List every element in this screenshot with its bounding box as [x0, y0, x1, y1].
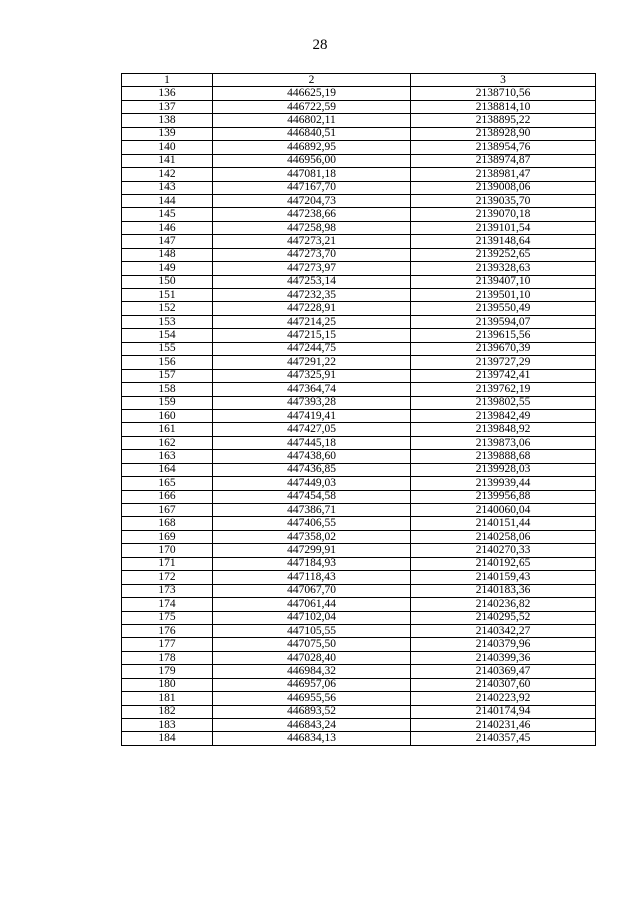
cell-point-number: 160 [122, 409, 213, 422]
cell-x-coordinate: 446955,56 [213, 692, 411, 705]
cell-y-coordinate: 2139670,39 [411, 342, 596, 355]
table-row [122, 275, 596, 288]
cell-point-number: 155 [122, 342, 213, 355]
cell-point-number: 164 [122, 463, 213, 476]
cell-y-coordinate: 2139070,18 [411, 208, 596, 221]
cell-point-number: 161 [122, 423, 213, 436]
cell-y-coordinate: 2139802,55 [411, 396, 596, 409]
column-header-y: 3 [411, 74, 596, 87]
cell-y-coordinate: 2140192,65 [411, 557, 596, 570]
cell-point-number: 142 [122, 168, 213, 181]
cell-point-number: 139 [122, 127, 213, 140]
cell-x-coordinate: 447244,75 [213, 342, 411, 355]
cell-y-coordinate: 2140159,43 [411, 571, 596, 584]
table-row [122, 181, 596, 194]
cell-y-coordinate: 2140399,36 [411, 651, 596, 664]
cell-point-number: 153 [122, 315, 213, 328]
cell-x-coordinate: 447438,60 [213, 450, 411, 463]
table-row [122, 692, 596, 705]
cell-y-coordinate: 2139727,29 [411, 356, 596, 369]
table-row [122, 87, 596, 100]
table-row [122, 289, 596, 302]
cell-y-coordinate: 2140231,46 [411, 719, 596, 732]
cell-y-coordinate: 2139035,70 [411, 194, 596, 207]
cell-x-coordinate: 447061,44 [213, 598, 411, 611]
cell-point-number: 156 [122, 356, 213, 369]
coordinates-table [121, 73, 596, 746]
cell-x-coordinate: 447167,70 [213, 181, 411, 194]
cell-point-number: 177 [122, 638, 213, 651]
table-row [122, 463, 596, 476]
cell-y-coordinate: 2139501,10 [411, 289, 596, 302]
cell-x-coordinate: 446957,06 [213, 678, 411, 691]
cell-y-coordinate: 2139252,65 [411, 248, 596, 261]
table-row [122, 369, 596, 382]
cell-y-coordinate: 2139008,06 [411, 181, 596, 194]
cell-point-number: 183 [122, 719, 213, 732]
table-row [122, 719, 596, 732]
table-row [122, 423, 596, 436]
cell-point-number: 158 [122, 383, 213, 396]
table-row [122, 342, 596, 355]
cell-x-coordinate: 447454,58 [213, 490, 411, 503]
table-row [122, 194, 596, 207]
table-row [122, 154, 596, 167]
table-row [122, 315, 596, 328]
cell-point-number: 175 [122, 611, 213, 624]
cell-x-coordinate: 447215,15 [213, 329, 411, 342]
cell-point-number: 178 [122, 651, 213, 664]
cell-x-coordinate: 447118,43 [213, 571, 411, 584]
cell-point-number: 140 [122, 141, 213, 154]
table-row [122, 221, 596, 234]
cell-point-number: 159 [122, 396, 213, 409]
cell-x-coordinate: 447184,93 [213, 557, 411, 570]
cell-point-number: 152 [122, 302, 213, 315]
cell-x-coordinate: 447081,18 [213, 168, 411, 181]
table-row [122, 584, 596, 597]
cell-x-coordinate: 446843,24 [213, 719, 411, 732]
cell-point-number: 181 [122, 692, 213, 705]
table-header [122, 74, 596, 87]
cell-x-coordinate: 446892,95 [213, 141, 411, 154]
table-row [122, 530, 596, 543]
cell-x-coordinate: 446722,59 [213, 100, 411, 113]
cell-y-coordinate: 2140236,82 [411, 598, 596, 611]
cell-y-coordinate: 2139101,54 [411, 221, 596, 234]
cell-point-number: 174 [122, 598, 213, 611]
column-header-x: 2 [213, 74, 411, 87]
table-row [122, 396, 596, 409]
cell-y-coordinate: 2138814,10 [411, 100, 596, 113]
cell-point-number: 136 [122, 87, 213, 100]
cell-point-number: 184 [122, 732, 213, 745]
table-row [122, 624, 596, 637]
cell-point-number: 165 [122, 477, 213, 490]
cell-x-coordinate: 447406,55 [213, 517, 411, 530]
cell-x-coordinate: 447067,70 [213, 584, 411, 597]
table-row [122, 598, 596, 611]
table-row [122, 356, 596, 369]
table-row [122, 638, 596, 651]
table-row [122, 383, 596, 396]
table-row [122, 127, 596, 140]
cell-point-number: 157 [122, 369, 213, 382]
cell-x-coordinate: 446802,11 [213, 114, 411, 127]
table-row [122, 450, 596, 463]
table-row [122, 544, 596, 557]
cell-x-coordinate: 446984,32 [213, 665, 411, 678]
cell-point-number: 171 [122, 557, 213, 570]
cell-point-number: 180 [122, 678, 213, 691]
cell-y-coordinate: 2138928,90 [411, 127, 596, 140]
cell-point-number: 169 [122, 530, 213, 543]
cell-x-coordinate: 447393,28 [213, 396, 411, 409]
cell-x-coordinate: 447364,74 [213, 383, 411, 396]
cell-y-coordinate: 2139939,44 [411, 477, 596, 490]
cell-point-number: 167 [122, 504, 213, 517]
cell-y-coordinate: 2139594,07 [411, 315, 596, 328]
cell-y-coordinate: 2140357,45 [411, 732, 596, 745]
cell-y-coordinate: 2140307,60 [411, 678, 596, 691]
cell-y-coordinate: 2138954,76 [411, 141, 596, 154]
cell-y-coordinate: 2139328,63 [411, 262, 596, 275]
table-row [122, 611, 596, 624]
cell-y-coordinate: 2140342,27 [411, 624, 596, 637]
cell-x-coordinate: 447299,91 [213, 544, 411, 557]
header-row [122, 74, 596, 87]
cell-y-coordinate: 2140151,44 [411, 517, 596, 530]
cell-point-number: 137 [122, 100, 213, 113]
table-row [122, 262, 596, 275]
cell-x-coordinate: 446834,13 [213, 732, 411, 745]
cell-x-coordinate: 447449,03 [213, 477, 411, 490]
cell-x-coordinate: 446956,00 [213, 154, 411, 167]
table-row [122, 705, 596, 718]
cell-point-number: 170 [122, 544, 213, 557]
cell-point-number: 145 [122, 208, 213, 221]
page-number: 28 [312, 37, 328, 53]
table-row [122, 571, 596, 584]
cell-y-coordinate: 2140295,52 [411, 611, 596, 624]
cell-point-number: 148 [122, 248, 213, 261]
cell-x-coordinate: 446893,52 [213, 705, 411, 718]
table-row [122, 409, 596, 422]
table-row [122, 208, 596, 221]
cell-x-coordinate: 446840,51 [213, 127, 411, 140]
cell-x-coordinate: 447386,71 [213, 504, 411, 517]
cell-y-coordinate: 2139742,41 [411, 369, 596, 382]
cell-point-number: 154 [122, 329, 213, 342]
table-row [122, 248, 596, 261]
cell-point-number: 147 [122, 235, 213, 248]
table-row [122, 436, 596, 449]
cell-y-coordinate: 2138974,87 [411, 154, 596, 167]
cell-x-coordinate: 447028,40 [213, 651, 411, 664]
cell-x-coordinate: 447445,18 [213, 436, 411, 449]
table-row [122, 114, 596, 127]
cell-x-coordinate: 447105,55 [213, 624, 411, 637]
cell-point-number: 150 [122, 275, 213, 288]
column-header-point-number: 1 [122, 74, 213, 87]
cell-y-coordinate: 2140379,96 [411, 638, 596, 651]
cell-y-coordinate: 2139148,64 [411, 235, 596, 248]
cell-point-number: 146 [122, 221, 213, 234]
cell-point-number: 179 [122, 665, 213, 678]
cell-y-coordinate: 2140183,36 [411, 584, 596, 597]
cell-x-coordinate: 447075,50 [213, 638, 411, 651]
table-body [122, 87, 596, 745]
cell-y-coordinate: 2140223,92 [411, 692, 596, 705]
cell-y-coordinate: 2139407,10 [411, 275, 596, 288]
cell-x-coordinate: 447427,05 [213, 423, 411, 436]
cell-y-coordinate: 2138710,56 [411, 87, 596, 100]
cell-y-coordinate: 2140270,33 [411, 544, 596, 557]
table-row [122, 302, 596, 315]
cell-y-coordinate: 2139842,49 [411, 409, 596, 422]
cell-x-coordinate: 447228,91 [213, 302, 411, 315]
cell-point-number: 143 [122, 181, 213, 194]
cell-point-number: 168 [122, 517, 213, 530]
table-row [122, 517, 596, 530]
cell-y-coordinate: 2139848,92 [411, 423, 596, 436]
cell-point-number: 163 [122, 450, 213, 463]
table-row [122, 235, 596, 248]
cell-point-number: 138 [122, 114, 213, 127]
cell-point-number: 149 [122, 262, 213, 275]
cell-x-coordinate: 447258,98 [213, 221, 411, 234]
cell-point-number: 172 [122, 571, 213, 584]
cell-point-number: 182 [122, 705, 213, 718]
table-row [122, 477, 596, 490]
cell-point-number: 166 [122, 490, 213, 503]
cell-y-coordinate: 2140060,04 [411, 504, 596, 517]
cell-point-number: 141 [122, 154, 213, 167]
cell-y-coordinate: 2140258,06 [411, 530, 596, 543]
cell-y-coordinate: 2138981,47 [411, 168, 596, 181]
cell-y-coordinate: 2139615,56 [411, 329, 596, 342]
cell-y-coordinate: 2139928,03 [411, 463, 596, 476]
cell-x-coordinate: 447325,91 [213, 369, 411, 382]
cell-x-coordinate: 447214,25 [213, 315, 411, 328]
cell-y-coordinate: 2140174,94 [411, 705, 596, 718]
cell-x-coordinate: 447273,70 [213, 248, 411, 261]
table-row [122, 651, 596, 664]
table-row [122, 557, 596, 570]
cell-x-coordinate: 447291,22 [213, 356, 411, 369]
table-row [122, 732, 596, 745]
cell-y-coordinate: 2139956,88 [411, 490, 596, 503]
cell-x-coordinate: 447253,14 [213, 275, 411, 288]
table-row [122, 504, 596, 517]
cell-x-coordinate: 447102,04 [213, 611, 411, 624]
cell-y-coordinate: 2139888,68 [411, 450, 596, 463]
cell-y-coordinate: 2139550,49 [411, 302, 596, 315]
cell-x-coordinate: 447358,02 [213, 530, 411, 543]
cell-x-coordinate: 447238,66 [213, 208, 411, 221]
table-row [122, 168, 596, 181]
cell-y-coordinate: 2139873,06 [411, 436, 596, 449]
cell-point-number: 151 [122, 289, 213, 302]
cell-point-number: 144 [122, 194, 213, 207]
table-row [122, 678, 596, 691]
cell-x-coordinate: 446625,19 [213, 87, 411, 100]
cell-x-coordinate: 447436,85 [213, 463, 411, 476]
cell-point-number: 176 [122, 624, 213, 637]
table-row [122, 329, 596, 342]
cell-point-number: 173 [122, 584, 213, 597]
cell-x-coordinate: 447204,73 [213, 194, 411, 207]
table-row [122, 490, 596, 503]
cell-x-coordinate: 447232,35 [213, 289, 411, 302]
table-row [122, 100, 596, 113]
cell-x-coordinate: 447419,41 [213, 409, 411, 422]
cell-y-coordinate: 2138895,22 [411, 114, 596, 127]
table-row [122, 141, 596, 154]
cell-y-coordinate: 2139762,19 [411, 383, 596, 396]
cell-y-coordinate: 2140369,47 [411, 665, 596, 678]
cell-x-coordinate: 447273,97 [213, 262, 411, 275]
table-row [122, 665, 596, 678]
cell-point-number: 162 [122, 436, 213, 449]
cell-x-coordinate: 447273,21 [213, 235, 411, 248]
